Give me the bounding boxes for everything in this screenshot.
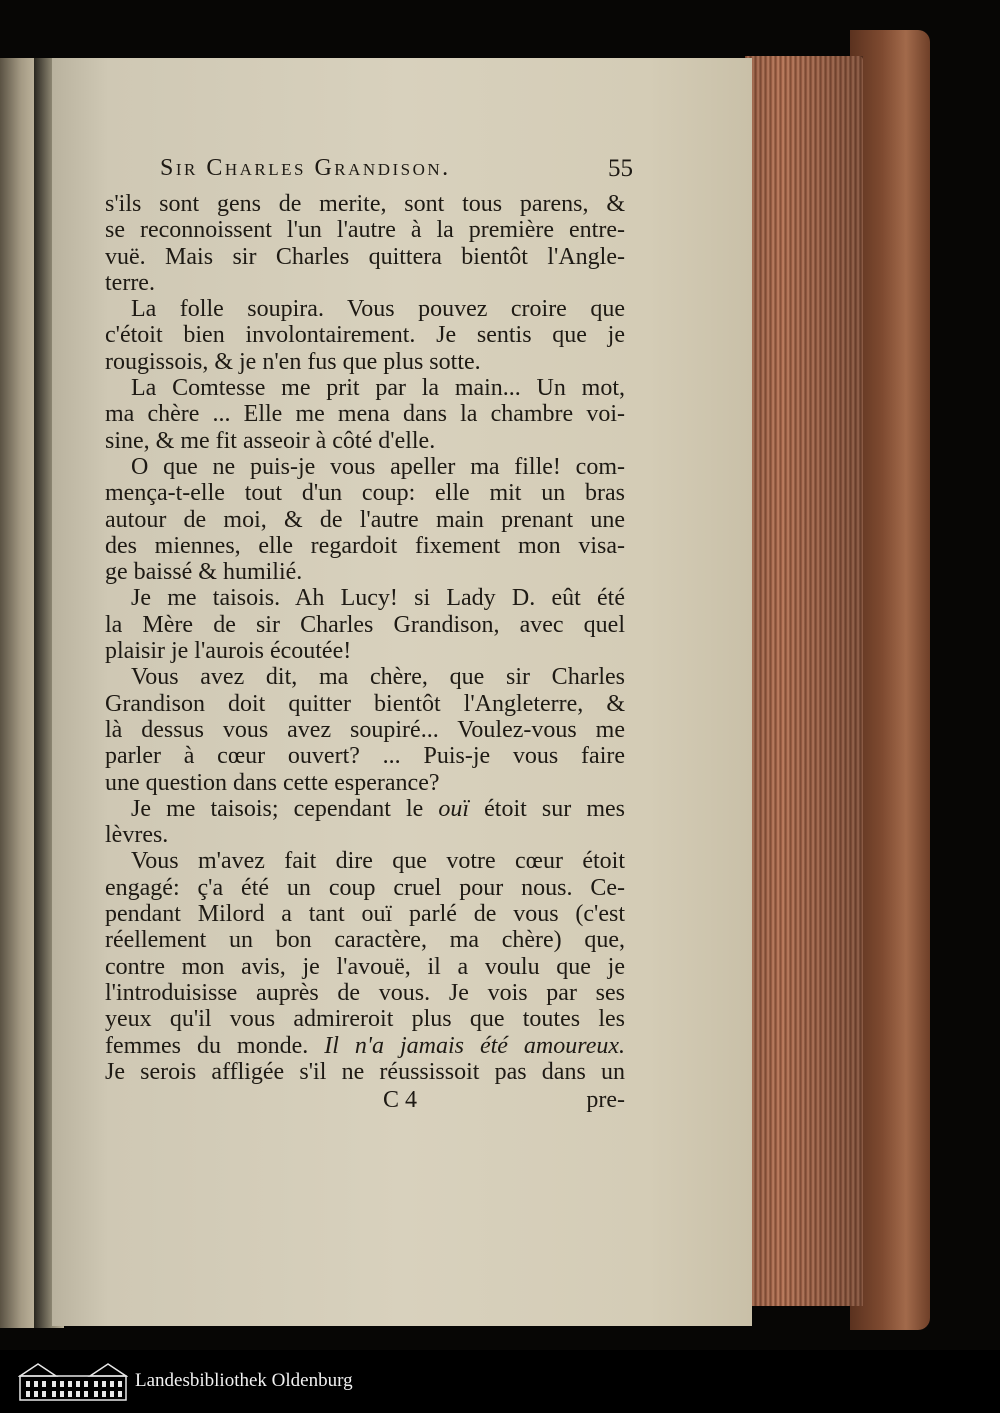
text-line <box>105 822 625 848</box>
text-line <box>105 1006 625 1032</box>
text-line-main: c'étoit bien involontairement. Je sentis que je <box>105 322 625 349</box>
text-line-main: l'introduisisse auprès de vous. Je vois par ses <box>105 979 625 1006</box>
text-line <box>105 428 625 454</box>
text-line <box>105 1033 625 1059</box>
text-line-main: yeux qu'il vous admireroit plus que toutes les <box>105 1006 625 1033</box>
facing-page <box>0 58 38 1328</box>
text-line-main: des miennes, elle regardoit fixement mon visa- <box>105 532 625 559</box>
text-line <box>105 559 625 585</box>
text-line <box>105 1059 625 1085</box>
text-line <box>105 927 625 953</box>
catchword: pre- <box>586 1087 625 1114</box>
text-line-tail: étoit sur mes <box>484 795 625 822</box>
text-line-main: Je serois affligée s'il ne réussissoit pas dans un <box>105 1058 625 1085</box>
text-line <box>105 322 625 348</box>
page-footer <box>105 1087 625 1117</box>
text-line-main: se reconnoissent l'un l'autre à la première entre- <box>105 217 625 244</box>
text-line <box>105 375 625 401</box>
text-line-main: une question dans cette esperance? <box>105 769 440 796</box>
text-line <box>105 507 625 533</box>
text-line <box>105 244 625 270</box>
text-line-main: engagé: ç'a été un coup cruel pour nous. Ce- <box>105 874 625 901</box>
text-line <box>105 217 625 243</box>
text-line-main: la Mère de sir Charles Grandison, avec quel <box>105 611 625 638</box>
text-line <box>105 454 625 480</box>
text-line <box>105 270 625 296</box>
text-line <box>105 638 625 664</box>
page-number: 55 <box>608 155 633 182</box>
text-line-main: sine, & me fit asseoir à côté d'elle. <box>105 427 436 454</box>
text-line <box>105 612 625 638</box>
running-head-title: Sir Charles Grandison. <box>160 155 451 181</box>
text-line-main: La Comtesse me prit par la main... Un mot, <box>131 375 625 402</box>
text-line-main: vuë. Mais sir Charles quittera bientôt l'Angle- <box>105 243 625 270</box>
library-footer-bar <box>0 1350 1000 1413</box>
text-line <box>105 191 625 217</box>
text-line <box>105 848 625 874</box>
text-line-italic: ouï <box>438 795 470 822</box>
text-line <box>105 954 625 980</box>
text-line-main: La folle soupira. Vous pouvez croire que <box>131 296 625 323</box>
text-line-main: là dessus vous avez soupiré... Voulez-vous me <box>105 716 625 743</box>
text-line <box>105 664 625 690</box>
text-line-main: terre. <box>105 269 155 296</box>
text-line <box>105 691 625 717</box>
text-line-main: Je me taisois; cependant le <box>131 795 424 822</box>
text-line <box>105 717 625 743</box>
signature-mark: C 4 <box>383 1087 418 1114</box>
text-line <box>105 585 625 611</box>
text-line-main: Vous m'avez fait dire que votre cœur étoit <box>131 848 625 875</box>
text-line-main: parler à cœur ouvert? ... Puis-je vous faire <box>105 743 625 770</box>
text-line-main: pendant Milord a tant ouï parlé de vous (c'est <box>105 901 625 928</box>
text-line <box>105 533 625 559</box>
running-head <box>105 155 633 191</box>
text-line-main: femmes du monde. <box>105 1032 309 1059</box>
text-line-main: s'ils sont gens de merite, sont tous parens, & <box>105 191 625 217</box>
text-line-main: Vous avez dit, ma chère, que sir Charles <box>131 664 625 691</box>
text-line-main: réellement un bon caractère, ma chère) que, <box>105 927 625 954</box>
page-text <box>105 155 633 1117</box>
text-line-main: Grandison doit quitter bientôt l'Angleterre, & <box>105 690 625 717</box>
text-line-main: Je me taisois. Ah Lucy! si Lady D. eût été <box>131 585 625 612</box>
text-line <box>105 401 625 427</box>
text-line-main: mença-t-elle tout d'un coup: elle mit un bras <box>105 480 625 507</box>
text-line-main: contre mon avis, je l'avouë, il a voulu que je <box>105 953 625 980</box>
text-line-main: ge baissé & humilié. <box>105 559 303 586</box>
library-name: Landesbibliothek Oldenburg <box>135 1370 353 1391</box>
text-line-italic: Il n'a jamais été amoureux. <box>324 1032 626 1059</box>
text-line-main: ma chère ... Elle me mena dans la chambre voi- <box>105 401 625 428</box>
library-building-logo <box>18 1362 128 1402</box>
text-line-main: plaisir je l'aurois écoutée! <box>105 638 352 665</box>
text-line <box>105 480 625 506</box>
text-line <box>105 875 625 901</box>
text-line <box>105 743 625 769</box>
text-line-main: rougissois, & je n'en fus que plus sotte. <box>105 348 481 375</box>
text-line <box>105 796 625 822</box>
text-line <box>105 901 625 927</box>
text-line-main: lèvres. <box>105 822 169 849</box>
text-line-main: O que ne puis-je vous apeller ma fille! com- <box>131 453 625 480</box>
text-line-main: autour de moi, & de l'autre main prenant une <box>105 506 625 533</box>
text-line <box>105 296 625 322</box>
text-line <box>105 770 625 796</box>
text-line <box>105 349 625 375</box>
body-text <box>105 191 625 1085</box>
text-line <box>105 980 625 1006</box>
page-block-shade <box>745 56 863 1306</box>
